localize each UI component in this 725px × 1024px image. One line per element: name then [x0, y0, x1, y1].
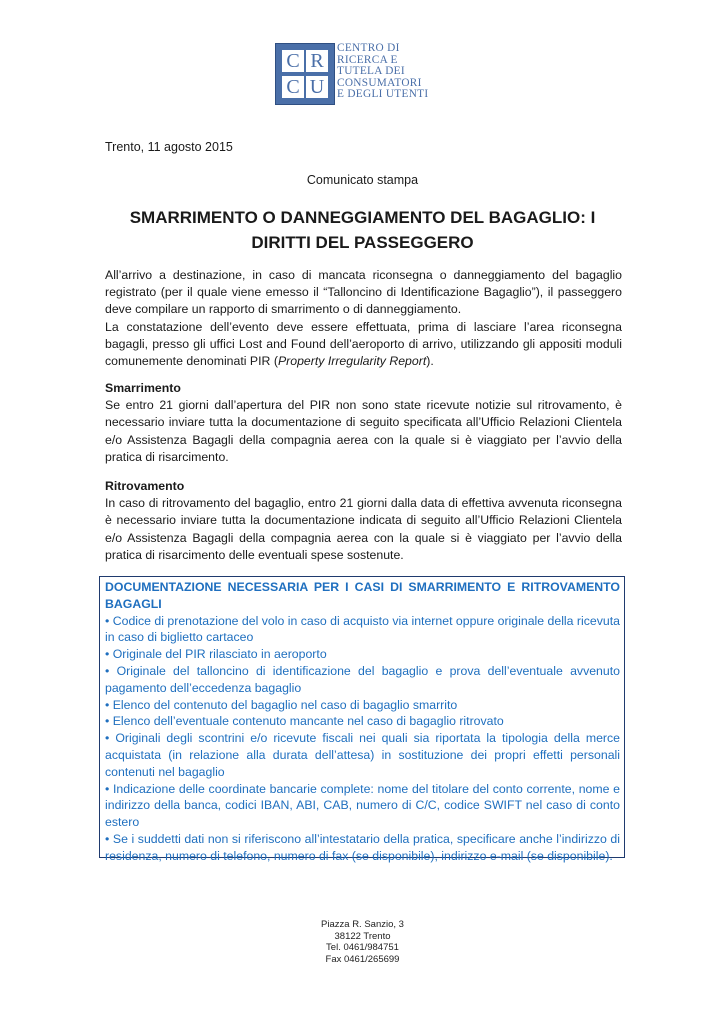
crcu-logo — [275, 43, 455, 105]
logo-letter: R — [306, 50, 328, 72]
documentation-item: • Originale del PIR rilasciato in aeroporto — [105, 647, 327, 662]
logo-line: RICERCA E — [337, 53, 398, 66]
footer-address — [300, 919, 425, 965]
logo-letter: C — [282, 76, 304, 98]
logo-line: TUTELA DEI — [337, 65, 405, 78]
document-label: Comunicato stampa — [306, 173, 419, 187]
logo-wordmark — [337, 43, 428, 101]
section-heading: Smarrimento — [105, 381, 181, 395]
documentation-box — [99, 576, 625, 863]
section-text: In caso di ritrovamento del bagaglio, entro 21 giorni dalla data di effettiva avvenuta riconsegna è necessario inviare tutta la documentazione indicata di seguito all’Ufficio Relazioni Clientela e/o Assistenza Bagagli della compagnia aerea con la quale si è viaggiato per l’avvio della pratica di risarcimento delle eventuali spese sostenute. — [105, 496, 622, 562]
logo-letter: C — [282, 50, 304, 72]
documentation-item: • Originali degli scontrini e/o ricevute fiscali nei quali sia riportata la tipologia della merce acquistata (in relazione alla durata dell’attesa) in sostituzione dei propri effetti personali contenuti nel bagaglio — [105, 731, 620, 779]
footer-fax: Fax 0461/265699 — [325, 953, 400, 965]
footer-city: 38122 Trento — [334, 930, 391, 942]
ritrovamento-section — [105, 478, 622, 564]
intro-paragraph: All’arrivo a destinazione, in caso di mancata riconsegna o danneggiamento del bagaglio registrato (per il quale viene emesso il “Talloncino di Identificazione Bagaglio”), il passeggero deve compilare un rapporto di smarrimento o di danneggiamento. — [105, 268, 622, 317]
pir-text-before: La constatazione dell’evento deve essere effettuata, prima di lasciare l’area riconsegna bagagli, presso gli uffici Lost and Found dell’aeroporto di arrivo, utilizzando gli appositi moduli comunemente denominati PIR ( — [105, 319, 622, 369]
pir-full-name: Property Irregularity Report — [277, 354, 427, 369]
crcu-logo-mark — [275, 43, 335, 105]
document-date: Trento, 11 agosto 2015 — [105, 140, 233, 154]
documentation-item: • Codice di prenotazione del volo in caso di acquisto via internet oppure originale della ricevuta in caso di biglietto cartaceo — [105, 613, 620, 645]
footer-phone: Tel. 0461/984751 — [326, 942, 399, 953]
section-heading: Ritrovamento — [105, 479, 185, 493]
pir-text-after: ). — [426, 354, 434, 369]
documentation-item: • Elenco del contenuto del bagaglio nel caso di bagaglio smarrito — [105, 697, 458, 712]
documentation-item: • Indicazione delle coordinate bancarie complete: nome del titolare del conto corrente, nome e indirizzo della banca, codici IBAN, ABI, CAB, numero di C/C, codice SWIFT nel caso di conto estero — [105, 781, 620, 830]
documentation-item: • Originale del talloncino di identificazione del bagaglio e prova dell’eventuale avvenuto pagamento dell’eccedenza bagaglio — [105, 663, 620, 695]
logo-line: CONSUMATORI — [337, 76, 422, 89]
documentation-item: • Elenco dell’eventuale contenuto mancante nel caso di bagaglio ritrovato — [105, 714, 504, 729]
logo-line: E DEGLI UTENTI — [337, 88, 429, 101]
footer-street: Piazza R. Sanzio, 3 — [321, 919, 404, 930]
document-title: SMARRIMENTO O DANNEGGIAMENTO DEL BAGAGLIO: I DIRITTI DEL PASSEGGERO — [129, 208, 596, 252]
documentation-item: • Se i suddetti dati non si riferiscono all’intestatario della pratica, specificare anche l’indirizzo di residenza, numero di telefono, numero di fax (se disponibile), indirizzo e-mail (se disponibile). — [105, 831, 620, 863]
section-text: Se entro 21 giorni dall’apertura del PIR non sono state ricevute notizie sul ritrovamento, è necessario inviare tutta la documentazione di seguito specificata all’Ufficio Relazioni Clientela e/o Assistenza Bagagli della compagnia aerea con la quale si è viaggiato per l’avvio della pratica di risarcimento. — [105, 398, 622, 464]
documentation-heading: DOCUMENTAZIONE NECESSARIA PER I CASI DI SMARRIMENTO E RITROVAMENTO BAGAGLI — [105, 580, 620, 611]
intro-section — [105, 267, 622, 370]
intro-paragraph-2 — [105, 319, 622, 371]
logo-letter: U — [306, 76, 328, 98]
logo-line: CENTRO DI — [337, 42, 400, 54]
smarrimento-section — [105, 380, 622, 466]
